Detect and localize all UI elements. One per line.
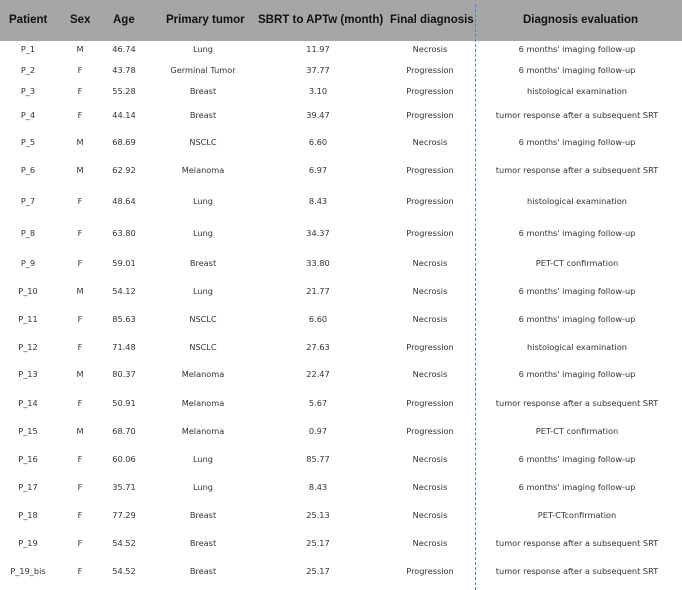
diagnosis-evaluation-cell: 6 months' imaging follow-up: [518, 314, 636, 324]
sbrt-months-cell: 39.47: [306, 110, 330, 120]
final-diagnosis-cell: Progression: [406, 566, 454, 576]
age-cell: 44.14: [112, 110, 136, 120]
sbrt-months-cell: 37.77: [306, 65, 330, 75]
diagnosis-evaluation-cell: 6 months' imaging follow-up: [518, 482, 636, 492]
primary-tumor-cell: Breast: [189, 86, 217, 96]
age-cell: 43.78: [112, 65, 136, 75]
patient-id-cell: P_18: [18, 510, 38, 520]
final-diagnosis-cell: Necrosis: [412, 286, 448, 296]
table-row: [0, 342, 682, 354]
primary-tumor-cell: Breast: [189, 510, 217, 520]
age-cell: 85.63: [112, 314, 136, 324]
primary-tumor-cell: Lung: [193, 196, 213, 206]
sex-cell: F: [77, 398, 83, 408]
age-cell: 48.64: [112, 196, 136, 206]
age-cell: 54.52: [112, 566, 136, 576]
primary-tumor-cell: Lung: [193, 482, 213, 492]
sex-cell: M: [76, 369, 84, 379]
age-cell: 60.06: [112, 454, 136, 464]
diagnosis-evaluation-cell: 6 months' imaging follow-up: [518, 454, 636, 464]
diagnosis-evaluation-cell: PET-CT confirmation: [535, 258, 619, 268]
age-cell: 68.69: [112, 137, 136, 147]
primary-tumor-cell: NSCLC: [189, 314, 217, 324]
final-diagnosis-cell: Progression: [406, 228, 454, 238]
patient-id-cell: P_1: [20, 44, 36, 54]
diagnosis-evaluation-cell: PET-CT confirmation: [535, 426, 619, 436]
sex-cell: M: [76, 44, 84, 54]
age-cell: 54.12: [112, 286, 136, 296]
patient-id-cell: P_16: [18, 454, 38, 464]
column-divider: [475, 4, 476, 590]
sex-cell: M: [76, 426, 84, 436]
sbrt-months-cell: 8.43: [308, 482, 328, 492]
primary-tumor-cell: Melanoma: [181, 426, 225, 436]
age-cell: 77.29: [112, 510, 136, 520]
diagnosis-evaluation-cell: 6 months' imaging follow-up: [518, 286, 636, 296]
patient-id-cell: P_6: [20, 165, 36, 175]
patient-id-cell: P_19_bis: [10, 566, 46, 576]
patient-id-cell: P_5: [20, 137, 36, 147]
primary-tumor-cell: Lung: [193, 228, 213, 238]
final-diagnosis-cell: Necrosis: [412, 137, 448, 147]
table-row: [0, 258, 682, 270]
header-age: Age: [113, 14, 135, 26]
diagnosis-evaluation-cell: tumor response after a subsequent SRT: [495, 538, 659, 548]
table-row: [0, 314, 682, 326]
patient-id-cell: P_2: [20, 65, 36, 75]
table-row: [0, 165, 682, 177]
sex-cell: F: [77, 314, 83, 324]
age-cell: 35.71: [112, 482, 136, 492]
diagnosis-evaluation-cell: histological examination: [527, 342, 627, 352]
diagnosis-evaluation-cell: histological examination: [527, 86, 627, 96]
patient-id-cell: P_15: [18, 426, 38, 436]
patient-id-cell: P_7: [20, 196, 36, 206]
header-final-diagnosis: Final diagnosis: [390, 14, 474, 26]
patient-id-cell: P_10: [18, 286, 38, 296]
primary-tumor-cell: Melanoma: [181, 398, 225, 408]
sex-cell: F: [77, 86, 83, 96]
sex-cell: F: [77, 482, 83, 492]
sbrt-months-cell: 0.97: [308, 426, 328, 436]
diagnosis-evaluation-cell: tumor response after a subsequent SRT: [495, 566, 659, 576]
final-diagnosis-cell: Progression: [406, 196, 454, 206]
primary-tumor-cell: NSCLC: [189, 137, 217, 147]
sbrt-months-cell: 3.10: [308, 86, 328, 96]
age-cell: 46.74: [112, 44, 136, 54]
header-sex: Sex: [70, 14, 91, 26]
final-diagnosis-cell: Progression: [406, 165, 454, 175]
diagnosis-evaluation-cell: tumor response after a subsequent SRT: [495, 110, 659, 120]
diagnosis-evaluation-cell: 6 months' imaging follow-up: [518, 137, 636, 147]
sex-cell: F: [77, 538, 83, 548]
table-row: [0, 538, 682, 550]
final-diagnosis-cell: Progression: [406, 342, 454, 352]
diagnosis-evaluation-cell: 6 months' imaging follow-up: [518, 65, 636, 75]
primary-tumor-cell: Lung: [193, 286, 213, 296]
final-diagnosis-cell: Necrosis: [412, 482, 448, 492]
primary-tumor-cell: Germinal Tumor: [170, 65, 236, 75]
table-row: [0, 566, 682, 578]
primary-tumor-cell: Breast: [189, 258, 217, 268]
header-diagnosis-evaluation: Diagnosis evaluation: [523, 14, 639, 26]
sbrt-months-cell: 6.97: [308, 165, 328, 175]
primary-tumor-cell: Breast: [189, 110, 217, 120]
final-diagnosis-cell: Progression: [406, 65, 454, 75]
sex-cell: F: [77, 454, 83, 464]
age-cell: 68.70: [112, 426, 136, 436]
final-diagnosis-cell: Necrosis: [412, 369, 448, 379]
sbrt-months-cell: 5.67: [308, 398, 328, 408]
patient-id-cell: P_9: [20, 258, 36, 268]
diagnosis-evaluation-cell: tumor response after a subsequent SRT: [495, 398, 659, 408]
sex-cell: F: [77, 65, 83, 75]
sbrt-months-cell: 25.17: [306, 538, 330, 548]
diagnosis-evaluation-cell: histological examination: [527, 196, 627, 206]
diagnosis-evaluation-cell: 6 months' imaging follow-up: [518, 369, 636, 379]
final-diagnosis-cell: Necrosis: [412, 258, 448, 268]
final-diagnosis-cell: Necrosis: [412, 44, 448, 54]
primary-tumor-cell: Melanoma: [181, 369, 225, 379]
final-diagnosis-cell: Progression: [406, 86, 454, 96]
final-diagnosis-cell: Necrosis: [412, 314, 448, 324]
patient-id-cell: P_11: [18, 314, 38, 324]
final-diagnosis-cell: Necrosis: [412, 510, 448, 520]
table-row: [0, 482, 682, 494]
final-diagnosis-cell: Progression: [406, 426, 454, 436]
primary-tumor-cell: Lung: [193, 44, 213, 54]
patient-id-cell: P_13: [18, 369, 38, 379]
sbrt-months-cell: 33.80: [306, 258, 330, 268]
sbrt-months-cell: 27.63: [306, 342, 330, 352]
sex-cell: M: [76, 286, 84, 296]
age-cell: 62.92: [112, 165, 136, 175]
table-row: [0, 137, 682, 149]
primary-tumor-cell: Melanoma: [181, 165, 225, 175]
final-diagnosis-cell: Progression: [406, 110, 454, 120]
diagnosis-evaluation-cell: 6 months' imaging follow-up: [518, 228, 636, 238]
table-row: [0, 286, 682, 298]
sbrt-months-cell: 21.77: [306, 286, 330, 296]
primary-tumor-cell: Breast: [189, 538, 217, 548]
primary-tumor-cell: Lung: [193, 454, 213, 464]
age-cell: 71.48: [112, 342, 136, 352]
header-primary-tumor: Primary tumor: [166, 14, 245, 26]
sex-cell: F: [77, 110, 83, 120]
age-cell: 63.80: [112, 228, 136, 238]
sbrt-months-cell: 8.43: [308, 196, 328, 206]
table-row: [0, 426, 682, 438]
patient-id-cell: P_17: [18, 482, 38, 492]
patient-id-cell: P_12: [18, 342, 38, 352]
final-diagnosis-cell: Necrosis: [412, 538, 448, 548]
table-header: [0, 0, 682, 41]
sex-cell: F: [77, 342, 83, 352]
sbrt-months-cell: 6.60: [308, 137, 328, 147]
sbrt-months-cell: 22.47: [306, 369, 330, 379]
sbrt-months-cell: 11.97: [306, 44, 330, 54]
table-row: [0, 454, 682, 466]
sex-cell: F: [77, 196, 83, 206]
table-row: [0, 65, 682, 77]
sbrt-months-cell: 34.37: [306, 228, 330, 238]
table-row: [0, 110, 682, 122]
sbrt-months-cell: 85.77: [306, 454, 330, 464]
sex-cell: F: [77, 228, 83, 238]
patient-id-cell: P_19: [18, 538, 38, 548]
age-cell: 54.52: [112, 538, 136, 548]
age-cell: 55.28: [112, 86, 136, 96]
table-row: [0, 369, 682, 381]
patient-id-cell: P_14: [18, 398, 38, 408]
primary-tumor-cell: NSCLC: [189, 342, 217, 352]
sex-cell: F: [77, 258, 83, 268]
table-row: [0, 44, 682, 56]
table-row: [0, 510, 682, 522]
age-cell: 80.37: [112, 369, 136, 379]
diagnosis-evaluation-cell: tumor response after a subsequent SRT: [495, 165, 659, 175]
sbrt-months-cell: 25.13: [306, 510, 330, 520]
age-cell: 59.01: [112, 258, 136, 268]
table-row: [0, 86, 682, 98]
table-row: [0, 196, 682, 208]
primary-tumor-cell: Breast: [189, 566, 217, 576]
sex-cell: F: [77, 566, 83, 576]
final-diagnosis-cell: Progression: [406, 398, 454, 408]
diagnosis-evaluation-cell: 6 months' imaging follow-up: [518, 44, 636, 54]
patient-id-cell: P_4: [20, 110, 36, 120]
sex-cell: M: [76, 165, 84, 175]
header-patient: Patient: [9, 14, 48, 26]
sbrt-months-cell: 6.60: [308, 314, 328, 324]
table-row: [0, 398, 682, 410]
age-cell: 50.91: [112, 398, 136, 408]
sbrt-months-cell: 25.17: [306, 566, 330, 576]
sex-cell: F: [77, 510, 83, 520]
diagnosis-evaluation-cell: PET-CTconfirmation: [537, 510, 617, 520]
sex-cell: M: [76, 137, 84, 147]
final-diagnosis-cell: Necrosis: [412, 454, 448, 464]
patient-id-cell: P_3: [20, 86, 36, 96]
patient-id-cell: P_8: [20, 228, 36, 238]
table-row: [0, 228, 682, 240]
header-sbrt-to-aptw: SBRT to APTw (month): [258, 14, 384, 26]
